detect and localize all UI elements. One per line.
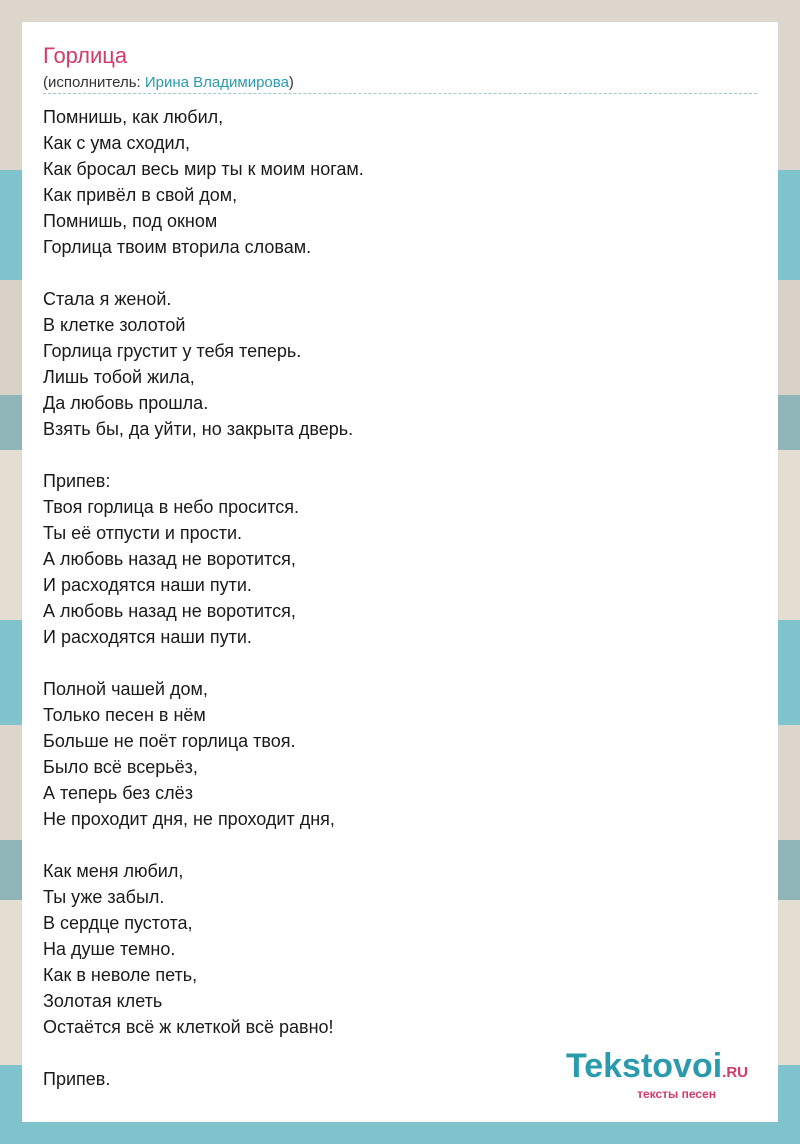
lyric-line: Как меня любил, [43, 861, 184, 881]
lyric-line: А теперь без слёз [43, 783, 193, 803]
stanza-4 [43, 676, 757, 832]
lyric-line: Стала я женой. [43, 289, 172, 309]
lyric-line: И расходятся наши пути. [43, 575, 252, 595]
artist-line [43, 74, 294, 91]
lyric-line: Как бросал весь мир ты к моим ногам. [43, 159, 364, 179]
lyric-line: Лишь тобой жила, [43, 367, 195, 387]
lyric-line: Только песен в нём [43, 705, 206, 725]
logo-name: Tekstovoi [565, 1047, 723, 1085]
lyric-line: В сердце пустота, [43, 913, 193, 933]
stanza-gap [43, 442, 757, 468]
lyric-line: Как с ума сходил, [43, 133, 191, 153]
lyrics-body [43, 104, 757, 1092]
lyric-line: Взять бы, да уйти, но закрыта дверь. [43, 419, 354, 439]
stanza-gap [43, 832, 757, 858]
lyric-line: Было всё всерьёз, [43, 757, 198, 777]
stanza-3-chorus [43, 468, 757, 650]
dashed-divider [43, 93, 757, 94]
stanza-5 [43, 858, 757, 1040]
lyric-line: Помнишь, как любил, [43, 107, 224, 127]
lyric-line: А любовь назад не воротится, [43, 549, 296, 569]
lyric-line: Твоя горлица в небо просится. [43, 497, 300, 517]
stanza-gap [43, 650, 757, 676]
lyric-line: Как в неволе петь, [43, 965, 198, 985]
artist-suffix: ) [288, 74, 294, 91]
lyric-line: В клетке золотой [43, 315, 186, 335]
lyric-line: Как привёл в свой дом, [43, 185, 238, 205]
chorus-reference: Припев. [43, 1069, 111, 1089]
song-title: Горлица [43, 43, 128, 68]
stanza-1 [43, 104, 757, 260]
artist-link[interactable]: Ирина Владимирова [144, 74, 289, 91]
lyric-line: Горлица твоим вторила словам. [43, 237, 312, 257]
logo-wordmark [566, 1049, 748, 1090]
logo-tld: .RU [722, 1064, 748, 1081]
lyric-line: А любовь назад не воротится, [43, 601, 296, 621]
lyric-line: Ты уже забыл. [43, 887, 165, 907]
lyric-line: Горлица грустит у тебя теперь. [43, 341, 302, 361]
lyric-line: На душе темно. [43, 939, 176, 959]
lyric-line: Не проходит дня, не проходит дня, [43, 809, 335, 829]
lyric-line: Да любовь прошла. [43, 393, 209, 413]
artist-prefix: (исполнитель: [43, 74, 145, 91]
lyric-line: Золотая клеть [43, 991, 163, 1011]
lyric-line: Ты её отпусти и прости. [43, 523, 242, 543]
lyric-line: Полной чашей дом, [43, 679, 208, 699]
logo-tagline: тексты песен [637, 1087, 716, 1101]
stanza-gap [43, 260, 757, 286]
chorus-heading: Припев: [43, 471, 111, 491]
lyric-line: Остаётся всё ж клеткой всё равно! [43, 1017, 334, 1037]
lyric-line: Больше не поёт горлица твоя. [43, 731, 296, 751]
lyric-line: И расходятся наши пути. [43, 627, 252, 647]
lyrics-sheet [22, 22, 778, 1122]
stanza-2 [43, 286, 757, 442]
site-logo[interactable] [566, 1049, 748, 1100]
lyric-line: Помнишь, под окном [43, 211, 218, 231]
